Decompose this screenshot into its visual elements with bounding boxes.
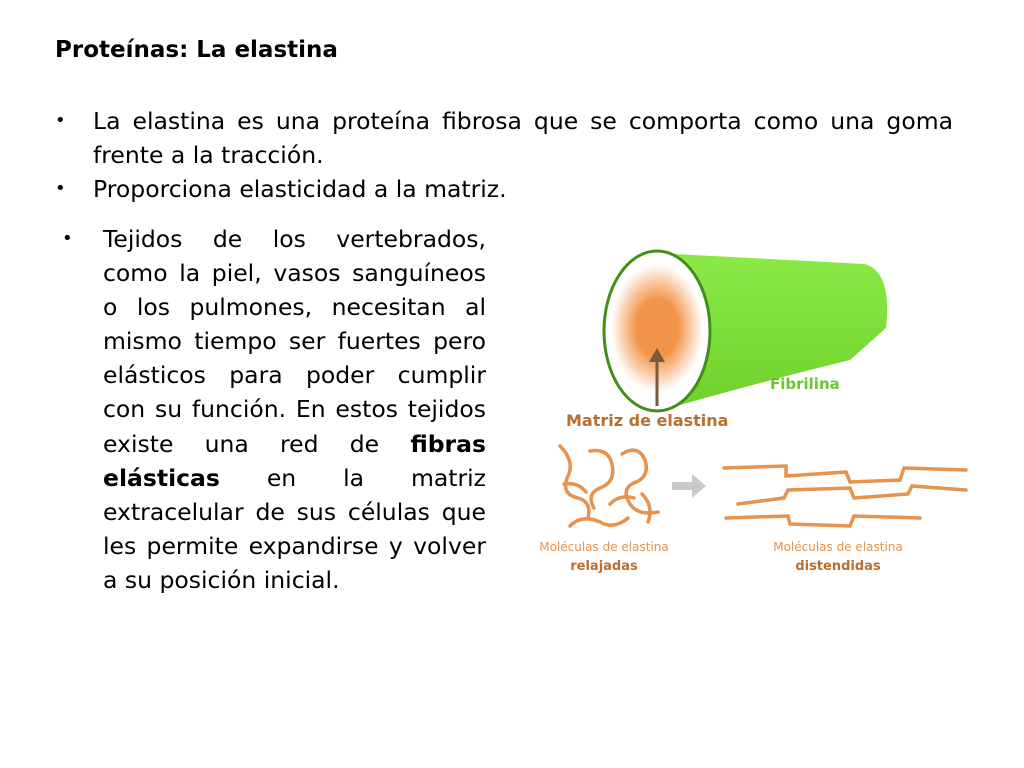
slide-title: Proteínas: La elastina [55,37,338,63]
bullet-item [55,172,953,206]
bullet-item [62,222,486,597]
fibrilina-label: Fibrilina [770,375,840,393]
bullet-icon: • [55,178,66,199]
bullet-text: Proporciona elasticidad a la matriz. [93,175,507,203]
transition-arrow-icon [672,474,706,498]
elastin-figure [520,236,990,586]
main-bullet-list [55,104,953,206]
stretched-molecules [724,466,966,526]
stretched-label-line2: distendidas [795,559,881,574]
bullet-text-after: en la matriz extracelular de sus células que les permite expandirse y volver a su posición inicial. [103,463,486,594]
matriz-label: Matriz de elastina [566,411,729,430]
relaxed-molecules [560,446,658,526]
bullet-icon: • [55,110,66,131]
bold-term: fibras elásticas [103,429,486,492]
bullet-icon: • [62,228,73,249]
bullet-item [55,104,953,172]
side-bullet-list [62,222,486,597]
bullet-text: La elastina es una proteína fibrosa que se comporta como una goma frente a la tracción. [93,107,953,169]
bullet-text-before: Tejidos de los vertebrados, como la piel, vasos sanguíneos o los pulmones, necesitan al mismo tiempo ser fuertes pero elásticos para poder cumplir con su función. En estos tejidos existe una red de [103,225,486,458]
relaxed-label-line1: Moléculas de elastina [539,540,669,554]
relaxed-label-line2: relajadas [570,559,638,574]
stretched-label-line1: Moléculas de elastina [773,540,903,554]
